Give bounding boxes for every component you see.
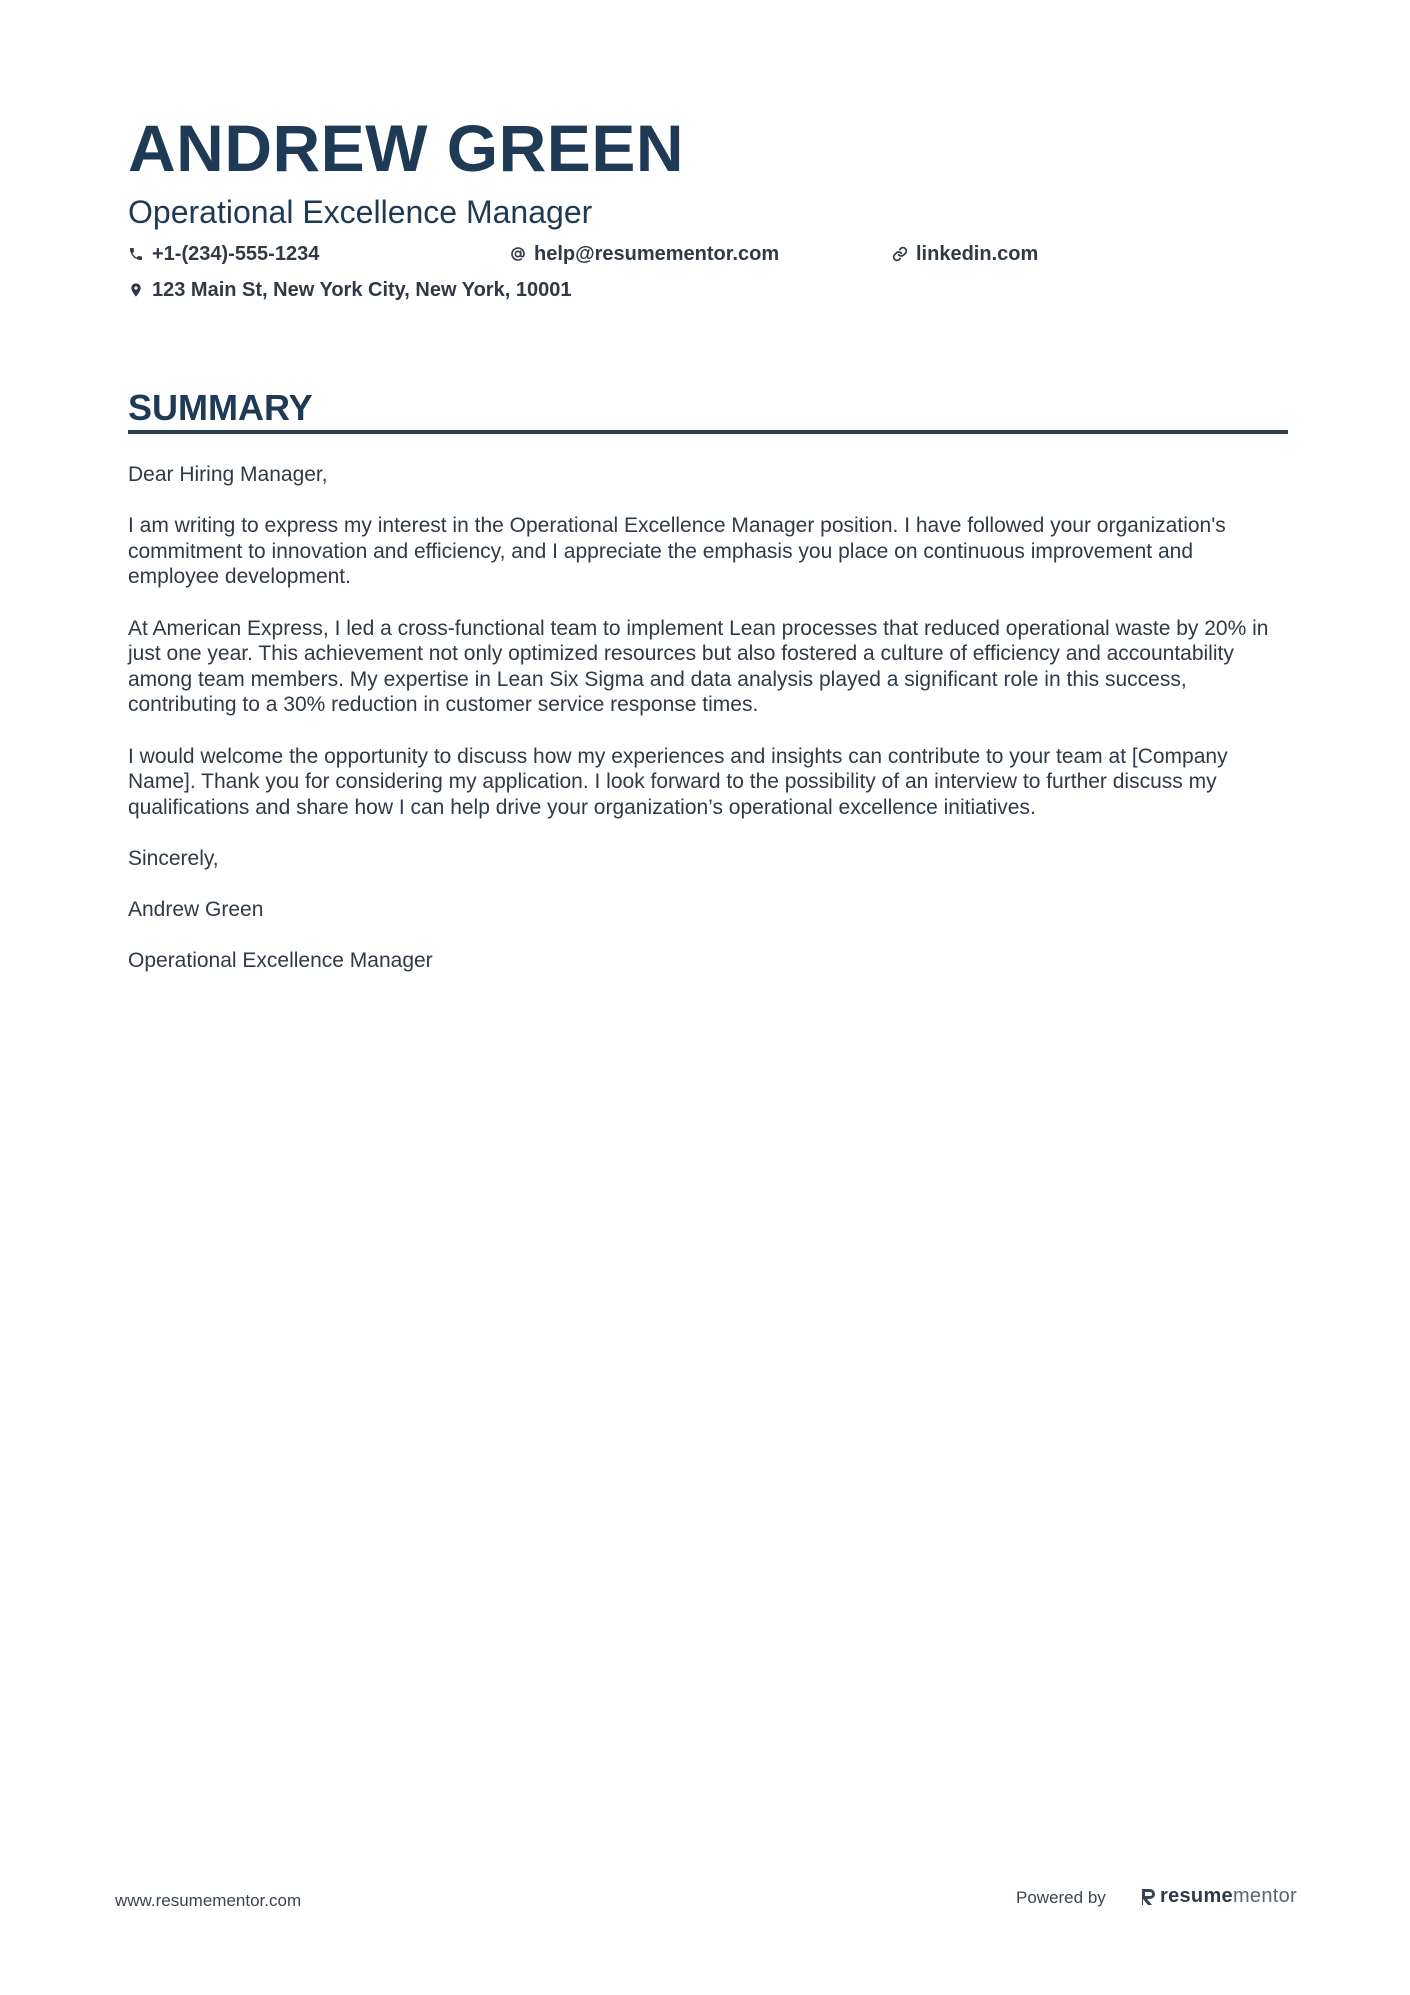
link-icon xyxy=(892,246,908,262)
resumementor-logo-icon xyxy=(1140,1887,1156,1907)
brand-name-light: mentor xyxy=(1232,1885,1297,1907)
section-heading-summary: SUMMARY xyxy=(128,387,313,428)
contact-address xyxy=(128,277,571,303)
contact-linkedin[interactable] xyxy=(892,241,1038,267)
footer-powered-by: Powered by xyxy=(1016,1888,1106,1907)
contact-phone xyxy=(128,241,319,267)
letter-paragraph: I would welcome the opportunity to discuss how my experiences and insights can contribute to your team at [Company Name]. Thank you for considering my application. I look forward to the possibility of an interview to further discuss my qualifications and share how I can help drive your organization’s operational excellence initiatives. xyxy=(128,744,1228,819)
job-title: Operational Excellence Manager xyxy=(128,194,593,230)
letter-paragraph: I am writing to express my interest in the Operational Excellence Manager position. I have followed your organization's commitment to innovation and efficiency, and I appreciate the emphasis you place on continuous improvement and employee development. xyxy=(128,514,1226,589)
candidate-name: ANDREW GREEN xyxy=(128,111,685,185)
at-sign-icon xyxy=(510,246,526,262)
address-text: 123 Main St, New York City, New York, 10001 xyxy=(152,279,572,301)
map-pin-icon xyxy=(128,282,144,298)
section-divider xyxy=(128,430,1288,434)
footer-brand-logo[interactable] xyxy=(1140,1885,1297,1908)
linkedin-text[interactable]: linkedin.com xyxy=(916,243,1039,265)
letter-closing: Sincerely, xyxy=(128,846,219,870)
signature-title: Operational Excellence Manager xyxy=(128,949,433,973)
brand-name-bold: resume xyxy=(1160,1885,1233,1907)
email-text[interactable]: help@resumementor.com xyxy=(534,243,780,265)
signature-name: Andrew Green xyxy=(128,898,264,922)
cover-letter-body xyxy=(128,462,1288,999)
letter-paragraph: At American Express, I led a cross-functional team to implement Lean processes that reduced operational waste by 20% in just one year. This achievement not only optimized resources but also fostered a culture of efficiency and accountability among team members. My expertise in Lean Six Sigma and data analysis played a significant role in this success, contributing to a 30% reduction in customer service response times. xyxy=(128,616,1269,717)
phone-icon xyxy=(128,246,144,262)
letter-salutation: Dear Hiring Manager, xyxy=(128,463,328,486)
phone-text: +1-(234)-555-1234 xyxy=(152,243,320,265)
footer-website-link[interactable]: www.resumementor.com xyxy=(115,1891,302,1910)
contact-email[interactable] xyxy=(510,241,779,267)
